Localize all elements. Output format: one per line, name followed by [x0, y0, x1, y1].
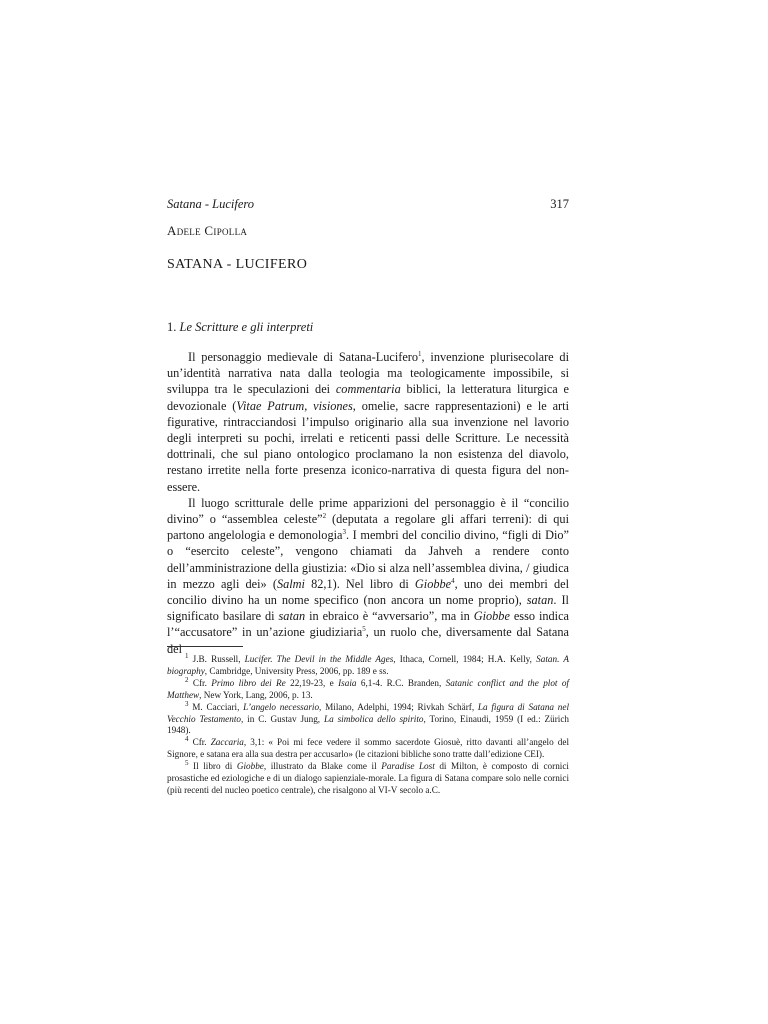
italic-run: Satan. A biography: [167, 654, 569, 676]
running-head-title: Satana - Lucifero: [167, 197, 255, 211]
italic-run: Vitae Patrum: [236, 398, 305, 413]
text-run: in ebraico è “avversario”, ma in: [305, 609, 474, 624]
text-run: , in C. Gustav Jung,: [240, 713, 324, 724]
text-run: , Ithaca, Cornell, 1984; H.A. Kelly,: [393, 654, 537, 664]
footnote-number: 5: [185, 759, 189, 768]
footnote-number: 1: [185, 651, 189, 660]
italic-run: visiones: [313, 398, 353, 413]
text-run: , Cambridge, University Press, 2006, pp. 189 e ss.: [204, 665, 389, 676]
italic-run: Giobbe: [414, 576, 452, 591]
text-run: Cfr.: [188, 737, 211, 748]
section-title: Le Scritture e gli interpreti: [179, 320, 314, 334]
section-heading: [167, 320, 313, 335]
footnote-separator: [167, 646, 243, 647]
footnotes: [167, 651, 569, 797]
italic-run: satan: [526, 593, 554, 608]
text-run: , invenzione plurisecolare di un’identità narrativa nata dalla teologia ma teologicamente impossibile, si sviluppa tra le speculazioni dei: [167, 350, 569, 397]
text-run: 6,1-4. R.C. Branden,: [356, 677, 446, 688]
italic-run: Giobbe: [473, 609, 510, 624]
footnote-ref-3[interactable]: 3: [342, 528, 346, 537]
author-name: Adele Cipolla: [167, 223, 248, 238]
footnote-2: [167, 675, 569, 701]
italic-run: commentaria: [335, 382, 401, 397]
text-run: . I membri del concilio divino, “figli di Dio” o “esercito celeste”, vengono chiamati da Jahveh a rendere conto dell’amministrazione della giustizia: «Dio si alza nell’assemblea divina, / giudica in mezzo agli dei» (: [167, 528, 569, 591]
text-run: J.B. Russell,: [188, 654, 245, 664]
paragraph-1: [167, 349, 569, 495]
italic-run: Primo libro dei Re: [211, 677, 286, 688]
footnote-number: 2: [185, 675, 189, 684]
footnote-ref-4[interactable]: 4: [451, 576, 455, 585]
running-head: [167, 196, 569, 212]
text-run: (deputata a regolare gli affari terreni): di qui partono angelologia e demonologia: [167, 512, 569, 543]
page-number: 317: [550, 197, 569, 211]
italic-run: La simbolica dello spirito: [324, 713, 424, 724]
footnote-ref-2[interactable]: 2: [322, 511, 327, 520]
italic-run: Zaccaria: [210, 737, 244, 748]
text-run: . Il significato basilare di: [167, 593, 569, 624]
italic-run: Salmi: [276, 576, 305, 591]
text-run: , uno dei membri del concilio divino ha un nome specifico (non ancora un nome proprio),: [167, 576, 569, 608]
text-run: biblici, la letteratura liturgica e devozionale (: [167, 382, 569, 413]
footnote-3: [167, 699, 569, 737]
text-run: M. Cacciari,: [188, 701, 244, 712]
paragraph-2: [167, 495, 569, 657]
text-run: 82,1). Nel libro di: [304, 576, 415, 591]
footnote-ref-1[interactable]: 1: [418, 349, 422, 358]
footnote-ref-5[interactable]: 5: [362, 625, 366, 634]
text-run: , Milano, Adelphi, 1994; Rivkah Schärf,: [319, 701, 478, 712]
footnote-5: [167, 761, 569, 796]
text-run: , Torino, Einaudi, 1959 (I ed.: Zürich 1948).: [167, 713, 569, 736]
italic-run: La figura di Satana nel Vecchio Testamento: [167, 701, 569, 724]
text-run: , New York, Lang, 2006, p. 13.: [199, 689, 313, 700]
body-text: [167, 349, 569, 657]
italic-run: Isaia: [338, 677, 357, 688]
text-run: esso indica l’“accusatore” in un’azione giudiziaria: [167, 609, 569, 640]
footnote-number: 3: [185, 699, 189, 708]
footnote-number: 4: [185, 735, 189, 744]
text-run: Cfr.: [188, 677, 212, 688]
text-run: di Milton, è composto di cornici prosastiche ed eziologiche e di un dialogo sapienziale-morale. La figura di Satana compare solo nelle cornici (più recenti del nucleo poetico centrale), che risalgono al VI-V secolo a.C.: [167, 761, 569, 795]
text-run: , 3,1: « Poi mi fece vedere il sommo sacerdote Giosuè, ritto davanti all’angelo del Signore, e satana era alla sua destra per accusarlo» (le citazioni bibliche sono tratte dall’edizione CEI).: [167, 737, 569, 760]
italic-run: L’angelo necessario: [243, 701, 320, 712]
article-title: SATANA - LUCIFERO: [167, 257, 308, 272]
footnote-4: [167, 737, 569, 760]
footnote-1: [167, 651, 569, 677]
text-run: Il libro di: [188, 761, 237, 772]
italic-run: Satanic conflict and the plot of Matthew: [167, 677, 569, 700]
text-run: ,: [304, 398, 314, 413]
text-run: Il personaggio medievale di Satana-Lucifero: [188, 350, 419, 364]
text-run: , omelie, sacre rappresentazioni) e le arti figurative, rintracciandosi l’impulso originario alla sua invenzione nel lavorio degli interpreti su pochi, irrelati e reticenti passi delle Scritture. Le necessità dottrinali, che sul piano ontologico proclamano la non esistenza del diavolo, restano irretite nella forte presenza iconico-narrativa di questa figura del non-essere.: [167, 398, 569, 494]
text-run: Il luogo scritturale delle prime apparizioni del personaggio è il “concilio divino” o “assemblea celeste”: [167, 495, 569, 527]
section-number: 1.: [167, 320, 177, 334]
italic-run: satan: [278, 609, 306, 624]
italic-run: Paradise Lost: [381, 761, 435, 772]
text-run: , illustrato da Blake come il: [263, 761, 382, 772]
text-run: , un ruolo che, diversamente dal Satana del: [167, 625, 569, 656]
italic-run: Giobbe: [236, 761, 264, 772]
text-run: 22,19-23, e: [285, 677, 339, 688]
italic-run: Lucifer. The Devil in the Middle Ages: [244, 654, 394, 664]
